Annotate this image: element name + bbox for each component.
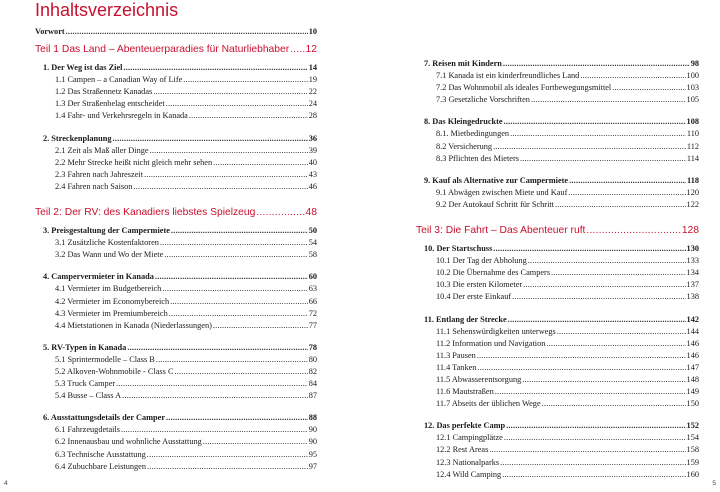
toc-entry-title: 3. Preisgestaltung der Campermiete [43, 226, 170, 236]
toc-dot-leader [512, 291, 685, 303]
toc-dot-leader [256, 205, 304, 221]
toc-spacer [416, 410, 699, 420]
toc-entry-title: 10.2 Die Übernahme des Campers [436, 268, 551, 278]
toc-page-number: 103 [686, 83, 699, 93]
toc-dot-leader [522, 374, 685, 386]
toc-page-number: 110 [686, 129, 699, 139]
toc-page-number: 48 [305, 207, 317, 219]
toc-entry-title: 8.2 Versicherung [436, 141, 493, 151]
toc-section-entry [416, 94, 699, 106]
toc-entry-title: 4. Campervermieter in Kanada [43, 272, 154, 282]
toc-page-number: 122 [686, 199, 699, 209]
toc-section-entry [416, 469, 699, 481]
toc-page-number: 148 [686, 374, 699, 384]
toc-entry-title: 4.1 Vermieter im Budgetbereich [55, 284, 162, 294]
toc-section-entry [35, 110, 317, 122]
toc-section-entry [35, 320, 317, 332]
toc-section-entry [416, 291, 699, 303]
toc-dot-leader [147, 461, 308, 473]
page-number-right: 5 [712, 480, 716, 487]
toc-section-entry [35, 283, 317, 295]
toc-section-entry [35, 378, 317, 390]
toc-dot-leader [495, 386, 686, 398]
toc-section-entry [35, 169, 317, 181]
toc-entry-title: 2. Streckenplanung [43, 133, 112, 143]
toc-entry-title: 11.1 Sehenswürdigkeiten unterwegs [436, 326, 556, 336]
toc-dot-leader [555, 199, 686, 211]
toc-page-number: 54 [308, 238, 317, 248]
toc-entry-title: 9. Kauf als Alternative zur Campermiete [424, 175, 569, 185]
toc-section-entry [416, 267, 699, 279]
toc-page-number: 137 [686, 280, 699, 290]
toc-entry-title: 8.3 Pflichten des Mieters [436, 153, 519, 163]
toc-dot-leader [156, 354, 308, 366]
toc-entry-title: 3.2 Das Wann und Wo der Miete [55, 250, 164, 260]
toc-dot-leader [155, 271, 308, 283]
toc-page-number: 142 [686, 314, 699, 324]
toc-dot-leader [493, 141, 686, 153]
toc-entry-title: 9.2 Der Autokauf Schritt für Schritt [436, 199, 554, 209]
toc-entry-title: 10.4 Der erste Einkauf [436, 292, 512, 302]
toc-dot-leader [557, 326, 686, 338]
toc-spacer [35, 261, 317, 271]
toc-page-number: 100 [686, 71, 699, 81]
toc-dot-leader [127, 342, 307, 354]
toc-entry-title: 11.7 Abseits der üblichen Wege [436, 399, 541, 409]
toc-dot-leader [551, 267, 685, 279]
toc-entry-title: 6.1 Fahrzeugdetails [55, 425, 120, 435]
toc-section-entry [416, 255, 699, 267]
toc-section-entry [416, 338, 699, 350]
toc-section-entry [416, 128, 699, 140]
toc-entry-title: 1.4 Fahr- und Verkehrsregeln in Kanada [55, 111, 188, 121]
right-page [360, 0, 720, 492]
toc-dot-leader [116, 378, 308, 390]
toc-entry-title: 12.2 Rest Areas [436, 445, 489, 455]
toc-chapter-entry [35, 342, 317, 354]
toc-section-entry [416, 386, 699, 398]
toc-entry-title: 1.1 Campen – a Canadian Way of Life [55, 75, 183, 85]
toc-entry-title: Vorwort [35, 27, 65, 36]
toc-entry-title: 10.3 Die ersten Kilometer [436, 280, 523, 290]
toc-dot-leader [580, 70, 685, 82]
toc-dot-leader [203, 436, 308, 448]
toc-page-number: 90 [308, 425, 317, 435]
toc-section-entry [35, 74, 317, 86]
page-number-left: 4 [4, 480, 8, 487]
toc-spacer [416, 304, 699, 314]
toc-page-number: 149 [686, 387, 699, 397]
toc-dot-leader [489, 444, 685, 456]
toc-page-number: 130 [686, 244, 699, 254]
toc-section-entry [35, 145, 317, 157]
toc-section-entry [416, 350, 699, 362]
toc-page-number: 152 [686, 421, 699, 431]
toc-page-number: 77 [308, 320, 317, 330]
toc-dot-leader [113, 133, 308, 145]
toc-page-number: 72 [308, 308, 317, 318]
toc-section-entry [416, 82, 699, 94]
toc-dot-leader [531, 94, 686, 106]
toc-page-number: 95 [308, 449, 317, 459]
toc-page-number: 146 [686, 338, 699, 348]
toc-dot-leader [171, 225, 308, 237]
toc-dot-leader [508, 314, 686, 326]
toc-chapter-entry [35, 62, 317, 74]
toc-dot-leader [169, 308, 308, 320]
toc-entry-title: 5.4 Busse – Class A [55, 391, 122, 401]
toc-entry-title: 7. Reisen mit Kindern [424, 59, 502, 68]
toc-entry-title: 1.3 Der Straßenbelag entscheidet [55, 99, 165, 109]
toc-chapter-entry [416, 243, 699, 255]
toc-page-number: 28 [308, 111, 317, 121]
toc-spacer [35, 332, 317, 342]
toc-page-number: 22 [308, 87, 317, 97]
toc-entry-title: 4.2 Vermieter im Economybereich [55, 296, 170, 306]
toc-page-number: 24 [308, 99, 317, 109]
toc-dot-leader [546, 338, 685, 350]
toc-dot-leader [523, 279, 685, 291]
toc-dot-leader [166, 412, 308, 424]
toc-dot-leader [586, 223, 680, 239]
toc-entry-title: 12. Das perfekte Camp [424, 421, 506, 431]
toc-section-entry [416, 444, 699, 456]
toc-section-entry [416, 279, 699, 291]
toc-page-number: 118 [687, 175, 699, 185]
toc-entry-title: 6.2 Innenausbau und wohnliche Ausstattung [55, 437, 202, 447]
toc-entry-title: 11.3 Pausen [436, 350, 476, 360]
toc-entry-title: 10. Der Startschuss [424, 244, 493, 254]
toc-page-number: 159 [686, 457, 699, 467]
toc-section-entry [35, 296, 317, 308]
toc-section-entry [35, 237, 317, 249]
toc-dot-leader [504, 116, 686, 128]
toc-chapter-entry [416, 58, 699, 70]
toc-entry-title: 8. Das Kleingedruckte [424, 117, 503, 127]
toc-dot-leader [290, 42, 304, 58]
toc-dot-leader [150, 145, 308, 157]
toc-entry-title: 7.3 Gesetzliche Vorschriften [436, 95, 530, 105]
toc-page-number: 19 [308, 75, 317, 85]
toc-section-entry [35, 86, 317, 98]
toc-dot-leader [66, 26, 308, 38]
toc-list-left [35, 26, 317, 473]
toc-page-number: 147 [686, 362, 699, 372]
toc-entry-title: 5.1 Sprintermodelle – Class B [55, 354, 155, 364]
toc-section-entry [416, 153, 699, 165]
toc-page-number: 114 [686, 153, 699, 163]
toc-section-entry [35, 424, 317, 436]
toc-entry-title: 12.4 Wild Camping [436, 469, 502, 479]
toc-part-heading [35, 205, 317, 221]
toc-section-entry [416, 432, 699, 444]
toc-entry-title: 1.2 Das Straßennetz Kanadas [55, 87, 153, 97]
toc-entry-title: 7.1 Kanada ist ein kinderfreundliches Land [436, 71, 580, 81]
toc-entry-title: 6.3 Technische Ausstattung [55, 449, 146, 459]
toc-page-number: 14 [308, 63, 317, 73]
toc-entry-title: 6. Ausstattungsdetails der Camper [43, 413, 166, 423]
toc-dot-leader [183, 74, 307, 86]
toc-entry-title: 11. Entlang der Strecke [424, 314, 507, 324]
toc-dot-leader [506, 420, 685, 432]
toc-dot-leader [147, 449, 308, 461]
toc-entry-title: Teil 2: Der RV: des Kanadiers liebstes Spielzeug [35, 207, 256, 219]
toc-section-entry [35, 366, 317, 378]
toc-section-entry [416, 398, 699, 410]
toc-page-number: 105 [686, 95, 699, 105]
toc-page-number: 40 [308, 157, 317, 167]
toc-dot-leader [166, 98, 308, 110]
toc-page-number: 63 [308, 284, 317, 294]
toc-entry-title: 2.1 Zeit als Maß aller Dinge [55, 145, 149, 155]
toc-entry-title: 11.6 Mautstraßen [436, 387, 494, 397]
toc-entry-title: 6.4 Zubuchbare Leistungen [55, 461, 147, 471]
toc-section-entry [35, 181, 317, 193]
toc-entry-title: 3.1 Zusätzliche Kostenfaktoren [55, 238, 159, 248]
toc-section-entry [35, 249, 317, 261]
toc-dot-leader [170, 296, 308, 308]
toc-section-entry [35, 157, 317, 169]
toc-dot-leader [503, 58, 690, 70]
toc-list-right [416, 58, 699, 481]
toc-page-number: 43 [308, 169, 317, 179]
toc-entry-title: 11.4 Tanken [436, 362, 477, 372]
toc-section-entry [416, 457, 699, 469]
toc-dot-leader [123, 62, 307, 74]
toc-page-number: 133 [686, 256, 699, 266]
toc-page-number: 90 [308, 437, 317, 447]
toc-section-entry [35, 98, 317, 110]
toc-dot-leader [542, 398, 686, 410]
toc-entry-title: 4.4 Mietstationen in Kanada (Niederlassungen) [55, 320, 212, 330]
toc-dot-leader [477, 350, 686, 362]
toc-chapter-entry [35, 271, 317, 283]
toc-page-number: 138 [686, 292, 699, 302]
toc-page-number: 158 [686, 445, 699, 455]
page-title: Inhaltsverzeichnis [35, 0, 179, 20]
toc-dot-leader [493, 243, 685, 255]
toc-entry-title: 11.2 Information und Navigation [436, 338, 546, 348]
toc-entry-title: 9.1 Abwägen zwischen Miete und Kauf [436, 187, 568, 197]
toc-page-number: 108 [686, 117, 699, 127]
toc-part-heading [35, 42, 317, 58]
toc-page-number: 78 [308, 342, 317, 352]
toc-page-number: 10 [308, 27, 317, 36]
toc-spacer [35, 123, 317, 133]
toc-entry-title: 5.2 Alkoven-Wohnmobile - Class C [55, 366, 174, 376]
toc-chapter-entry [416, 420, 699, 432]
toc-page-number: 146 [686, 350, 699, 360]
toc-page-number: 80 [308, 354, 317, 364]
toc-page-number: 98 [690, 59, 699, 68]
toc-section-entry [416, 326, 699, 338]
toc-spacer [416, 106, 699, 116]
toc-dot-leader [160, 237, 308, 249]
toc-dot-leader [213, 157, 308, 169]
toc-part-heading [416, 223, 699, 239]
toc-page-number: 150 [686, 399, 699, 409]
toc-chapter-entry [416, 175, 699, 187]
toc-page-number: 82 [308, 366, 317, 376]
toc-section-entry [416, 362, 699, 374]
toc-dot-leader [528, 255, 686, 267]
toc-page-number: 84 [308, 379, 317, 389]
toc-entry-title: 4.3 Vermieter im Premiumbereich [55, 308, 168, 318]
toc-entry-title: 5. RV-Typen in Kanada [43, 342, 127, 352]
toc-entry-title: 8.1. Mietbedingungen [436, 129, 510, 139]
toc-page-number: 134 [686, 268, 699, 278]
toc-chapter-entry [35, 133, 317, 145]
toc-entry-title: 11.5 Abwasserentsorgung [436, 374, 522, 384]
toc-spacer [35, 193, 317, 205]
toc-page-number: 36 [308, 133, 317, 143]
toc-section-entry [416, 374, 699, 386]
toc-dot-leader [162, 283, 307, 295]
toc-section-entry [35, 436, 317, 448]
toc-page-number: 128 [681, 225, 699, 237]
toc-dot-leader [121, 424, 308, 436]
toc-dot-leader [569, 175, 686, 187]
toc-chapter-entry [35, 412, 317, 424]
toc-dot-leader [189, 110, 308, 122]
toc-dot-leader [504, 432, 686, 444]
toc-entry-title: Teil 3: Die Fahrt – Das Abenteuer ruft [416, 225, 586, 237]
toc-chapter-entry [416, 314, 699, 326]
toc-entry-title: 5.3 Truck Camper [55, 379, 116, 389]
toc-entry-title: 7.2 Das Wohnmobil als ideales Fortbewegungsmittel [436, 83, 612, 93]
toc-dot-leader [477, 362, 685, 374]
toc-dot-leader [144, 169, 308, 181]
toc-chapter-entry [35, 225, 317, 237]
toc-section-entry [416, 70, 699, 82]
toc-dot-leader [520, 153, 686, 165]
toc-page-number: 160 [686, 469, 699, 479]
toc-dot-leader [510, 128, 686, 140]
toc-dot-leader [164, 249, 307, 261]
toc-entry-title: 12.1 Campingplätze [436, 433, 503, 443]
toc-page-number: 60 [308, 272, 317, 282]
toc-section-entry [35, 461, 317, 473]
toc-entry-title: 2.2 Mehr Strecke heißt nicht gleich mehr sehen [55, 157, 213, 167]
toc-entry-title: 10.1 Der Tag der Abholung [436, 256, 527, 266]
toc-dot-leader [133, 181, 307, 193]
toc-entry-title: 2.3 Fahren nach Jahreszeit [55, 169, 144, 179]
toc-page-number: 112 [686, 141, 699, 151]
toc-page-number: 88 [308, 413, 317, 423]
toc-entry-title: 12.3 Nationalparks [436, 457, 500, 467]
toc-entry-title: Teil 1 Das Land – Abenteuerparadies für Naturliebhaber [35, 44, 290, 56]
toc-dot-leader [612, 82, 685, 94]
toc-dot-leader [502, 469, 685, 481]
toc-page-number: 154 [686, 433, 699, 443]
toc-page-number: 97 [308, 461, 317, 471]
toc-page-number: 50 [308, 226, 317, 236]
toc-section-entry [416, 141, 699, 153]
toc-dot-leader [174, 366, 307, 378]
toc-dot-leader [500, 457, 685, 469]
toc-page-number: 120 [686, 187, 699, 197]
toc-page-number: 87 [308, 391, 317, 401]
toc-section-entry [416, 199, 699, 211]
toc-entry-title: 2.4 Fahren nach Saison [55, 181, 133, 191]
toc-dot-leader [568, 187, 685, 199]
toc-page-number: 46 [308, 181, 317, 191]
toc-spacer [416, 165, 699, 175]
toc-spacer [416, 211, 699, 223]
toc-page-number: 12 [305, 44, 317, 56]
toc-page-number: 39 [308, 145, 317, 155]
toc-section-entry [35, 308, 317, 320]
toc-spacer [35, 402, 317, 412]
toc-front-entry [35, 26, 317, 38]
toc-page-number: 66 [308, 296, 317, 306]
toc-section-entry [416, 187, 699, 199]
toc-section-entry [35, 449, 317, 461]
toc-dot-leader [153, 86, 307, 98]
toc-entry-title: 1. Der Weg ist das Ziel [43, 63, 123, 73]
toc-dot-leader [122, 390, 308, 402]
toc-chapter-entry [416, 116, 699, 128]
toc-section-entry [35, 354, 317, 366]
toc-section-entry [35, 390, 317, 402]
toc-page-number: 144 [686, 326, 699, 336]
toc-dot-leader [213, 320, 308, 332]
toc-page-number: 58 [308, 250, 317, 260]
